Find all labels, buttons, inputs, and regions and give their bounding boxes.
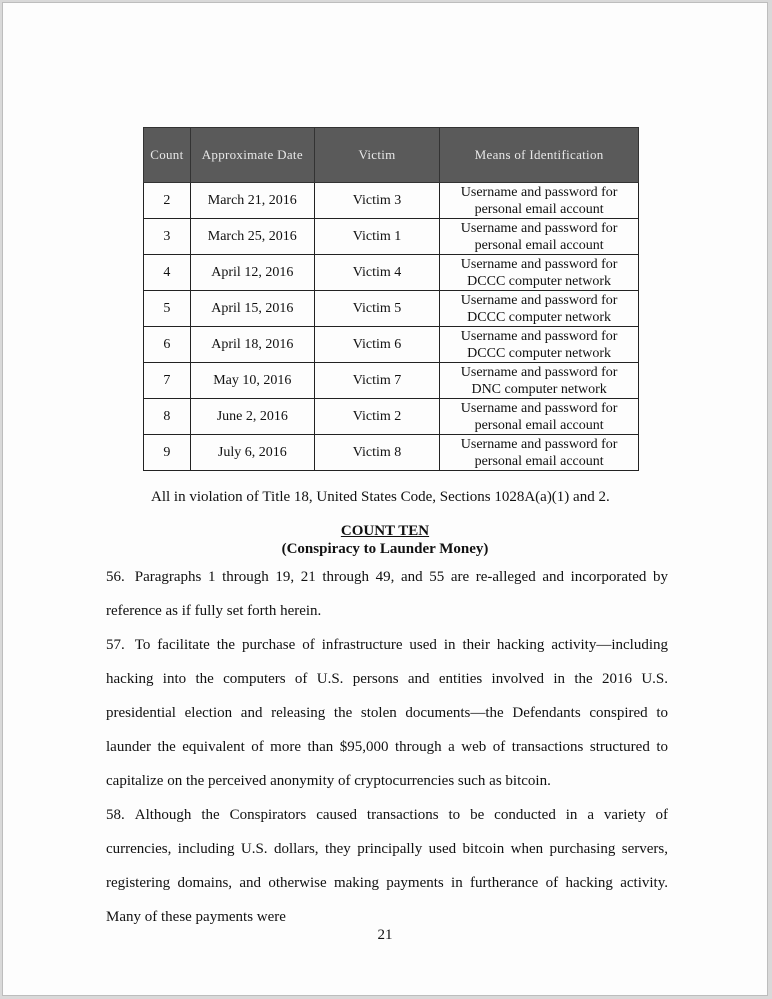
cell-means-line2: DCCC computer network	[467, 309, 612, 325]
table-row	[144, 363, 639, 399]
paragraph-58	[106, 798, 668, 934]
cell-count: 5	[144, 291, 191, 327]
cell-date: April 12, 2016	[190, 255, 314, 291]
cell-victim: Victim 4	[314, 255, 439, 291]
table-row	[144, 435, 639, 471]
paragraph-56	[106, 560, 668, 628]
cell-means-line2: personal email account	[474, 417, 604, 433]
cell-means	[440, 291, 639, 327]
cell-means-line1: Username and password for	[460, 256, 618, 272]
header-means-of-identification: Means of Identification	[440, 128, 639, 183]
cell-means-line1: Username and password for	[460, 436, 618, 452]
cell-means	[440, 219, 639, 255]
cell-means-line1: Username and password for	[460, 292, 618, 308]
header-victim: Victim	[314, 128, 439, 183]
table-row	[144, 399, 639, 435]
table-header-row	[144, 128, 639, 183]
cell-means-line1: Username and password for	[460, 364, 618, 380]
paragraph-number: 58.	[106, 807, 125, 823]
cell-date: June 2, 2016	[190, 399, 314, 435]
cell-means	[440, 435, 639, 471]
cell-means-line2: DCCC computer network	[467, 345, 612, 361]
cell-date: May 10, 2016	[190, 363, 314, 399]
cell-victim: Victim 1	[314, 219, 439, 255]
cell-victim: Victim 2	[314, 399, 439, 435]
header-count: Count	[144, 128, 191, 183]
count-title: COUNT TEN	[340, 523, 430, 539]
table-row	[144, 327, 639, 363]
count-heading	[3, 522, 767, 558]
cell-count: 4	[144, 255, 191, 291]
identification-table	[143, 127, 639, 471]
cell-count: 3	[144, 219, 191, 255]
header-approximate-date: Approximate Date	[190, 128, 314, 183]
cell-count: 9	[144, 435, 191, 471]
cell-means-line2: DCCC computer network	[467, 273, 612, 289]
cell-date: March 21, 2016	[190, 183, 314, 219]
paragraph-text: Although the Conspirators caused transactions to be conducted in a variety of currencies, including U.S. dollars, they principally used bitcoin when purchasing servers, registering domains, and otherwise making payments in furtherance of hacking activity. Many of these payments were	[106, 807, 668, 925]
paragraph-number: 56.	[106, 569, 125, 585]
cell-means	[440, 255, 639, 291]
cell-victim: Victim 8	[314, 435, 439, 471]
cell-means-line1: Username and password for	[460, 328, 618, 344]
cell-date: March 25, 2016	[190, 219, 314, 255]
cell-date: July 6, 2016	[190, 435, 314, 471]
cell-means	[440, 327, 639, 363]
violation-statement: All in violation of Title 18, United States Code, Sections 1028A(a)(1) and 2.	[151, 489, 610, 505]
table-row	[144, 291, 639, 327]
cell-count: 7	[144, 363, 191, 399]
cell-date: April 18, 2016	[190, 327, 314, 363]
table-row	[144, 183, 639, 219]
cell-means-line1: Username and password for	[460, 400, 618, 416]
table-row	[144, 219, 639, 255]
cell-means-line2: personal email account	[474, 201, 604, 217]
cell-means-line2: DNC computer network	[471, 381, 607, 397]
paragraph-text: To facilitate the purchase of infrastructure used in their hacking activity—including hacking into the computers of U.S. persons and entities involved in the 2016 U.S. presidential election and releasing the stolen documents—the Defendants conspired to launder the equivalent of more than $95,000 through a web of transactions structured to capitalize on the perceived anonymity of cryptocurrencies such as bitcoin.	[106, 637, 668, 789]
cell-means-line1: Username and password for	[460, 184, 618, 200]
cell-means	[440, 183, 639, 219]
cell-victim: Victim 5	[314, 291, 439, 327]
cell-victim: Victim 7	[314, 363, 439, 399]
cell-means-line1: Username and password for	[460, 220, 618, 236]
count-subtitle: (Conspiracy to Launder Money)	[281, 541, 489, 557]
page-number: 21	[377, 927, 393, 943]
cell-count: 8	[144, 399, 191, 435]
cell-date: April 15, 2016	[190, 291, 314, 327]
cell-count: 6	[144, 327, 191, 363]
cell-victim: Victim 6	[314, 327, 439, 363]
table-row	[144, 255, 639, 291]
paragraph-number: 57.	[106, 637, 125, 653]
cell-means	[440, 363, 639, 399]
paragraph-text: Paragraphs 1 through 19, 21 through 49, and 55 are re-alleged and incorporated by reference as if fully set forth herein.	[106, 569, 668, 619]
cell-means-line2: personal email account	[474, 453, 604, 469]
paragraph-57	[106, 628, 668, 798]
cell-victim: Victim 3	[314, 183, 439, 219]
cell-means	[440, 399, 639, 435]
cell-count: 2	[144, 183, 191, 219]
cell-means-line2: personal email account	[474, 237, 604, 253]
document-page	[3, 3, 767, 995]
